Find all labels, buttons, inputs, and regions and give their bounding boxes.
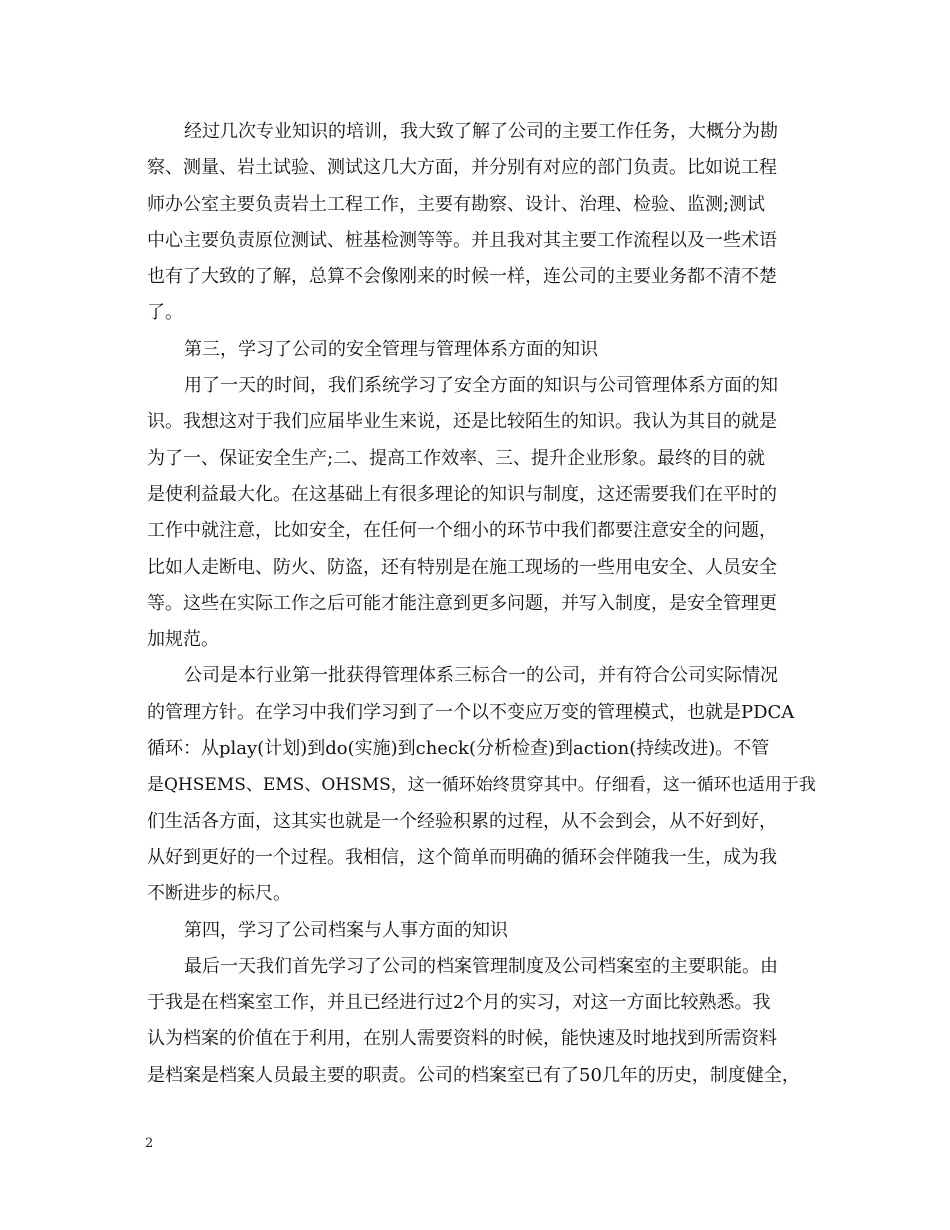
text-line: 识。我想这对于我们应届毕业生来说，还是比较陌生的知识。我认为其目的就是: [147, 411, 777, 433]
text-line: 中心主要负责原位测试、桩基检测等等。并且我对其主要工作流程以及一些术语: [147, 229, 777, 251]
text-line: 察、测量、岩土试验、测试这几大方面，并分别有对应的部门负责。比如说工程: [147, 157, 777, 179]
text-line: 等。这些在实际工作之后可能才能注意到更多问题，并写入制度，是安全管理更: [147, 592, 777, 614]
text-line: 从好到更好的一个过程。我相信，这个简单而明确的循环会伴随我一生，成为我: [147, 846, 777, 868]
document-body: [147, 114, 819, 1094]
text-line: 的管理方针。在学习中我们学习到了一个以不变应万变的管理模式，也就是PDCA: [147, 701, 795, 723]
text-line: 是使利益最大化。在这基础上有很多理论的知识与制度，这还需要我们在平时的: [147, 483, 777, 505]
text-line: 是档案是档案人员最主要的职责。公司的档案室已有了50几年的历史，制度健全，: [147, 1064, 800, 1086]
text-line: 公司是本行业第一批获得管理体系三标合一的公司，并有符合公司实际情况: [184, 665, 778, 687]
text-line: 用了一天的时间，我们系统学习了安全方面的知识与公司管理体系方面的知: [184, 375, 778, 397]
text-line: 工作中就注意，比如安全，在任何一个细小的环节中我们都要注意安全的问题，: [147, 520, 777, 542]
text-line: 第四，学习了公司档案与人事方面的知识: [184, 919, 508, 941]
text-line: 经过几次专业知识的培训，我大致了解了公司的主要工作任务，大概分为勘: [184, 121, 778, 142]
text-line: 们生活各方面，这其实也就是一个经验积累的过程，从不会到会，从不好到好，: [147, 810, 777, 832]
text-line: 师办公室主要负责岩土工程工作，主要有勘察、设计、治理、检验、监测;测试: [147, 193, 766, 215]
page-number: 2: [145, 1136, 154, 1151]
text-line: 加规范。: [147, 629, 219, 651]
text-line: 最后一天我们首先学习了公司的档案管理制度及公司档案室的主要职能。由: [184, 955, 778, 977]
text-line: 认为档案的价值在于利用，在别人需要资料的时候，能快速及时地找到所需资料: [147, 1028, 777, 1050]
text-line: 循环：从play(计划)到do(实施)到check(分析检查)到action(持续改进)。不管: [147, 738, 770, 760]
text-line: 是QHSEMS、EMS、OHSMS，这一循环始终贯穿其中。仔细看，这一循环也适用于我: [147, 775, 816, 796]
text-line: 于我是在档案室工作，并且已经进行过2个月的实习，对这一方面比较熟悉。我: [147, 992, 771, 1014]
text-line: 了。: [147, 302, 183, 324]
text-line: 比如人走断电、防火、防盗，还有特别是在施工现场的一些用电安全、人员安全: [147, 556, 777, 578]
text-line: 不断进步的标尺。: [147, 883, 291, 905]
text-line: 第三，学习了公司的安全管理与管理体系方面的知识: [184, 338, 598, 360]
text-line: 为了一、保证安全生产;二、提高工作效率、三、提升企业形象。最终的目的就: [147, 447, 766, 469]
text-line: 也有了大致的了解，总算不会像刚来的时候一样，连公司的主要业务都不清不楚: [147, 266, 777, 288]
